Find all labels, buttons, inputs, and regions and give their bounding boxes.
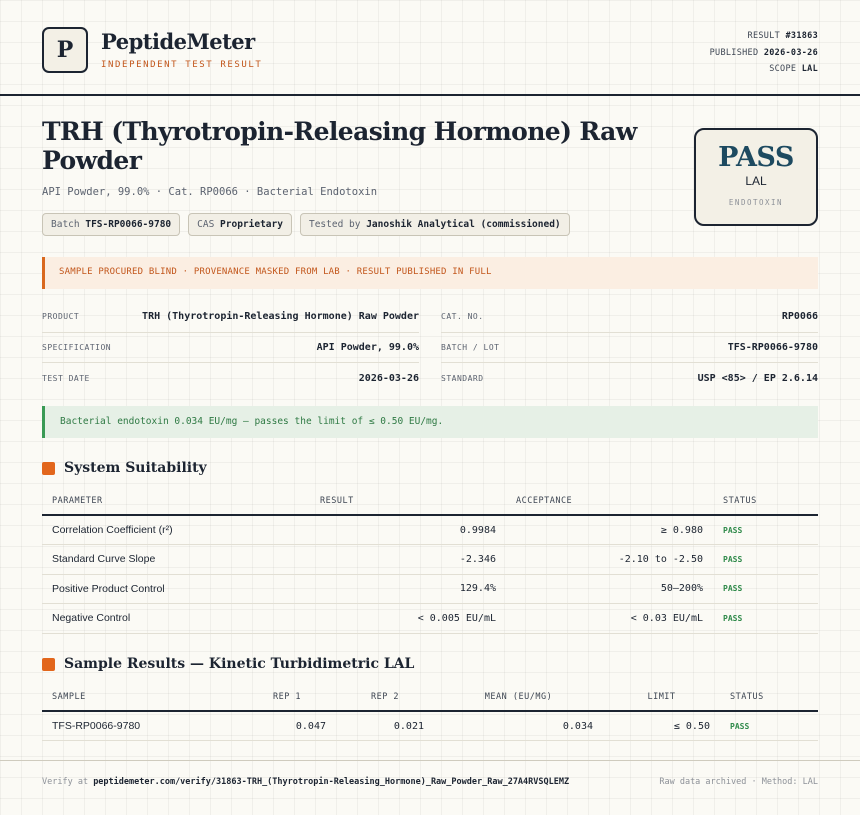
info-key: PRODUCT bbox=[42, 312, 80, 322]
batch-chip bbox=[42, 213, 180, 236]
tested-by-label: Tested by bbox=[308, 219, 361, 230]
logo-letter: P bbox=[56, 37, 74, 63]
section-marker-icon bbox=[42, 658, 55, 671]
brand-tagline: INDEPENDENT TEST RESULT bbox=[101, 60, 263, 70]
suitability-title: System Suitability bbox=[64, 460, 207, 476]
published-label: PUBLISHED bbox=[709, 47, 759, 58]
batch-chip-label: Batch bbox=[51, 219, 80, 230]
status-badge: PASS bbox=[713, 574, 818, 604]
info-row bbox=[441, 333, 818, 364]
cas-chip-label: CAS bbox=[197, 219, 215, 230]
verify-label: Verify at bbox=[42, 777, 89, 787]
rep2-cell: 0.021 bbox=[336, 711, 434, 741]
result-cell: -2.346 bbox=[310, 545, 506, 575]
info-grid-right bbox=[441, 302, 818, 394]
table-row bbox=[42, 604, 818, 634]
info-key: SPECIFICATION bbox=[42, 342, 112, 352]
info-key: STANDARD bbox=[441, 373, 484, 383]
table-row bbox=[42, 545, 818, 575]
cas-chip-value: Proprietary bbox=[220, 219, 283, 230]
result-id-label: RESULT bbox=[747, 31, 781, 41]
batch-chip-value: TFS-RP0066-9780 bbox=[85, 219, 172, 230]
col-status: STATUS bbox=[720, 684, 818, 711]
col-result: RESULT bbox=[310, 488, 506, 515]
info-value: 2026-03-26 bbox=[358, 372, 419, 384]
param-cell: Negative Control bbox=[42, 604, 310, 634]
col-limit: LIMIT bbox=[603, 684, 720, 711]
samples-section-title bbox=[42, 656, 414, 672]
col-rep1: REP 1 bbox=[238, 684, 336, 711]
col-parameter: PARAMETER bbox=[42, 488, 310, 515]
info-value: API Powder, 99.0% bbox=[316, 341, 419, 353]
result-summary: Bacterial endotoxin 0.034 EU/mg — passes the limit of ≤ 0.50 EU/mg. bbox=[42, 406, 818, 438]
acceptance-cell: ≥ 0.980 bbox=[506, 515, 713, 545]
result-id: #31863 bbox=[785, 31, 818, 41]
acceptance-cell: < 0.03 EU/mL bbox=[506, 604, 713, 634]
tested-by-chip bbox=[300, 213, 570, 236]
page-title: TRH (Thyrotropin-Releasing Hormone) Raw Powder bbox=[42, 117, 637, 175]
info-row bbox=[441, 302, 818, 333]
col-mean: MEAN (EU/MG) bbox=[434, 684, 603, 711]
status-badge: PASS bbox=[713, 604, 818, 634]
stamp-method: LAL bbox=[745, 174, 767, 188]
status-badge: PASS bbox=[713, 515, 818, 545]
info-key: TEST DATE bbox=[42, 373, 90, 383]
cas-chip bbox=[188, 213, 292, 236]
info-row bbox=[441, 363, 818, 394]
col-rep2: REP 2 bbox=[336, 684, 434, 711]
stamp-result: PASS bbox=[718, 142, 794, 173]
param-cell: Standard Curve Slope bbox=[42, 545, 310, 575]
suitability-table bbox=[42, 488, 818, 634]
result-cell: 129.4% bbox=[310, 574, 506, 604]
pass-stamp bbox=[694, 128, 818, 226]
tested-by-value: Janoshik Analytical (commissioned) bbox=[366, 219, 561, 230]
scope-value: LAL bbox=[801, 64, 818, 74]
verify-text bbox=[42, 777, 569, 787]
col-acceptance: ACCEPTANCE bbox=[506, 488, 713, 515]
info-value: TRH (Thyrotropin-Releasing Hormone) Raw Powder bbox=[142, 311, 419, 323]
param-cell: Positive Product Control bbox=[42, 574, 310, 604]
footer bbox=[0, 760, 860, 815]
section-marker-icon bbox=[42, 462, 55, 475]
info-row bbox=[42, 302, 419, 333]
header bbox=[0, 0, 860, 96]
brand-logo[interactable] bbox=[42, 27, 88, 73]
samples-title: Sample Results — Kinetic Turbidimetric LAL bbox=[64, 656, 415, 672]
samples-table bbox=[42, 684, 818, 741]
sample-cell: TFS-RP0066-9780 bbox=[42, 711, 238, 741]
published-date: 2026-03-26 bbox=[763, 47, 818, 58]
info-key: BATCH / LOT bbox=[441, 342, 500, 352]
table-row bbox=[42, 515, 818, 545]
limit-cell: ≤ 0.50 bbox=[603, 711, 720, 741]
procurement-notice: SAMPLE PROCURED BLIND · PROVENANCE MASKED FROM LAB · RESULT PUBLISHED IN FULL bbox=[42, 257, 818, 289]
verify-link[interactable]: peptidemeter.com/verify/31863-TRH_(Thyrotropin-Releasing_Hormone)_Raw_Powder_Raw_27A4RVSQLEMZ bbox=[93, 777, 570, 787]
product-subtitle: API Powder, 99.0% · Cat. RP0066 · Bacterial Endotoxin bbox=[42, 186, 378, 198]
info-key: CAT. NO. bbox=[441, 312, 484, 322]
param-cell: Correlation Coefficient (r²) bbox=[42, 515, 310, 545]
info-grid-left bbox=[42, 302, 419, 394]
info-value: RP0066 bbox=[781, 311, 818, 323]
info-row bbox=[42, 363, 419, 394]
col-sample: SAMPLE bbox=[42, 684, 238, 711]
table-row bbox=[42, 574, 818, 604]
acceptance-cell: 50–200% bbox=[506, 574, 713, 604]
rep1-cell: 0.047 bbox=[238, 711, 336, 741]
footer-note: Raw data archived · Method: LAL bbox=[659, 777, 818, 787]
brand-name[interactable]: PeptideMeter bbox=[101, 29, 255, 54]
status-badge: PASS bbox=[713, 545, 818, 575]
table-row bbox=[42, 711, 818, 741]
result-cell: < 0.005 EU/mL bbox=[310, 604, 506, 634]
report-meta bbox=[710, 28, 818, 78]
acceptance-cell: -2.10 to -2.50 bbox=[506, 545, 713, 575]
table-header-row bbox=[42, 488, 818, 515]
table-header-row bbox=[42, 684, 818, 711]
info-row bbox=[42, 333, 419, 364]
stamp-category: ENDOTOXIN bbox=[728, 198, 784, 207]
info-value: TFS-RP0066-9780 bbox=[727, 341, 818, 353]
mean-cell: 0.034 bbox=[434, 711, 603, 741]
col-status: STATUS bbox=[713, 488, 818, 515]
suitability-section-title bbox=[42, 460, 207, 476]
status-badge: PASS bbox=[720, 711, 818, 741]
scope-label: SCOPE bbox=[769, 64, 797, 74]
product-chips bbox=[42, 213, 570, 236]
info-value: USP <85> / EP 2.6.14 bbox=[697, 372, 818, 384]
result-cell: 0.9984 bbox=[310, 515, 506, 545]
